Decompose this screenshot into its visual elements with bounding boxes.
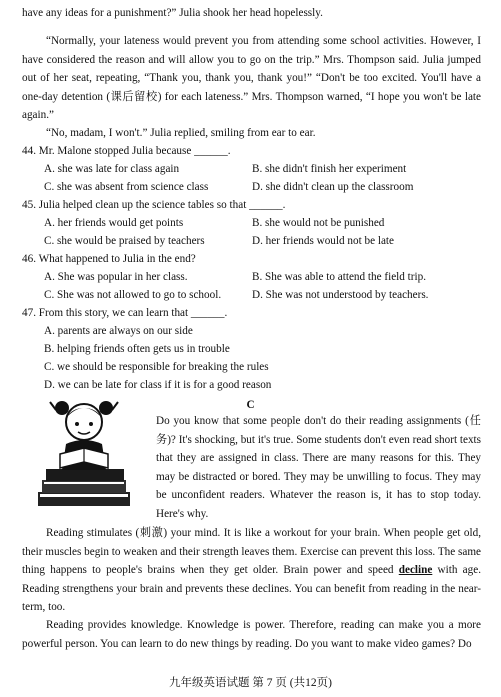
question-44-option-d: D. she didn't clean up the classroom [252,181,414,193]
question-45-option-d: D. her friends would not be late [252,235,394,247]
question-46-option-c: C. She was not allowed to go to school. [44,289,222,301]
question-45-option-c: C. she would be praised by teachers [44,235,205,247]
question-47-option-d: D. we can be late for class if it is for a good reason [44,379,272,391]
passage-line: have any ideas for a punishment?” Julia shook her head hopelessly. [22,7,323,19]
keyword-decline: decline [398,564,433,577]
question-47-stem: 47. From this story, we can learn that ______. [22,307,228,319]
question-47-option-b: B. helping friends often gets us in trouble [44,343,230,355]
question-44-stem: 44. Mr. Malone stopped Julia because ______. [22,145,231,157]
section-c-paragraph-3: Reading provides knowledge. Knowledge is power. Therefore, reading can make you a more powerful person. You can learn to do new things by reading. Do you want to make video games? Do [22,619,481,650]
question-44-option-a: A. she was late for class again [44,163,180,175]
question-47-option-a: A. parents are always on our side [44,325,193,337]
question-45-option-b: B. she would not be punished [252,217,385,229]
section-c-paragraph-2: Reading stimulates (刺激) your mind. It is like a workout for your brain. When people get old, their muscles begin to weaken and their strength leaves them. Exercise can prevent this loss. The same thing happens to people's brains when they get older. Brain power and speed decline with age. Reading strengthens your brain and prevents these declines. You can benefit from reading in the near-term, too. [22,527,481,614]
girl-reading-books-illustration [26,384,144,514]
question-46-stem: 46. What happened to Julia in the end? [22,253,196,265]
passage-paragraph: “Normally, your lateness would prevent you from attending some school activities. However, I have considered the reason and will allow you to go on the trip.” Mrs. Thompson said. Julia jumped out of her seat, repeating, “Thank you, thank you, thank you!” “Don't be too excited. You'll have a one-day detention (课后留校) for each lateness.” Mrs. Thompson warned, “I hope you won't be late again.” [22,35,481,122]
page-footer: 九年级英语试题 第 7 页 (共12页) [169,677,332,689]
question-44-option-b: B. she didn't finish her experiment [252,163,407,175]
question-44-option-c: C. she was absent from science class [44,181,209,193]
question-46-option-a: A. She was popular in her class. [44,271,188,283]
question-45-option-a: A. her friends would get points [44,217,184,229]
question-46-option-b: B. She was able to attend the field trip. [252,271,426,283]
passage-paragraph: “No, madam, I won't.” Julia replied, smiling from ear to ear. [46,127,316,139]
section-c-paragraph-1: Do you know that some people don't do their reading assignments (任务)? It's shocking, but it's true. Some students don't even read short texts that they are assigned in class. There are many reasons for this. They may be distracted or bored. They may be unwilling to focus. They may be unconfident readers. Whatever the reason is, it has to stop today. Here's why. [156,415,481,520]
question-47-option-c: C. we should be responsible for breaking the rules [44,361,269,373]
question-45-stem: 45. Julia helped clean up the science tables so that ______. [22,199,286,211]
section-c-heading: C [246,399,255,411]
question-46-option-d: D. She was not understood by teachers. [252,289,429,301]
